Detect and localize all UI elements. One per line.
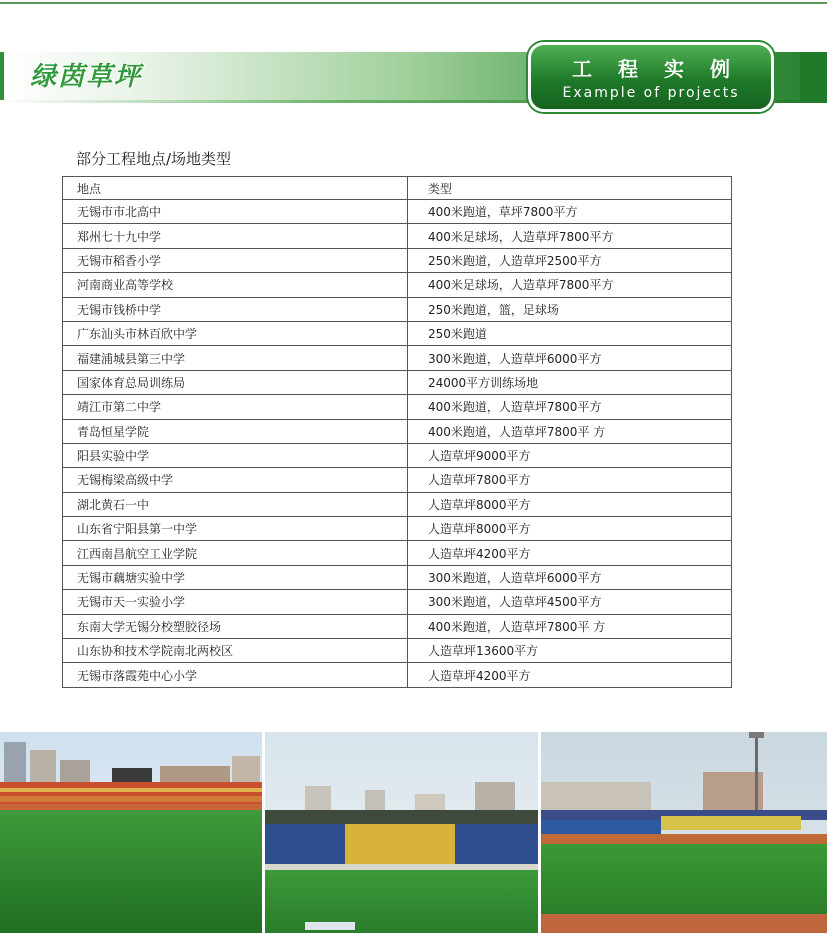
table-row (63, 419, 732, 443)
table-header-row (63, 177, 732, 200)
location-cell: 靖江市第二中学 (63, 395, 408, 419)
location-cell: 无锡梅梁高级中学 (63, 468, 408, 492)
table-row (63, 224, 732, 248)
type-cell: 人造草坪4200平方 (408, 541, 732, 565)
location-cell: 广东汕头市林百欣中学 (63, 321, 408, 345)
table-row (63, 565, 732, 589)
column-header-type: 类型 (408, 177, 732, 200)
type-cell: 400米足球场，人造草坪7800平方 (408, 224, 732, 248)
location-cell: 青岛恒星学院 (63, 419, 408, 443)
type-cell: 人造草坪8000平方 (408, 492, 732, 516)
table-row (63, 468, 732, 492)
table-row (63, 370, 732, 394)
location-cell: 阳县实验中学 (63, 443, 408, 467)
stadium-photo-2 (265, 732, 538, 933)
table-row (63, 590, 732, 614)
type-cell: 400米足球场，人造草坪7800平方 (408, 273, 732, 297)
type-cell: 250米跑道 (408, 321, 732, 345)
location-cell: 东南大学无锡分校塑胶径场 (63, 614, 408, 638)
table-row (63, 273, 732, 297)
table-row (63, 492, 732, 516)
table-row (63, 639, 732, 663)
table-row (63, 200, 732, 224)
banner-accent (0, 52, 4, 100)
type-cell: 300米跑道，人造草坪6000平方 (408, 565, 732, 589)
table-row (63, 614, 732, 638)
location-cell: 无锡市市北高中 (63, 200, 408, 224)
section-title: 部分工程地点/场地类型 (76, 150, 232, 168)
type-cell: 250米跑道，人造草坪2500平方 (408, 248, 732, 272)
location-cell: 福建浦城县第三中学 (63, 346, 408, 370)
projects-table (62, 176, 732, 688)
location-cell: 无锡市稻香小学 (63, 248, 408, 272)
location-cell: 山东协和技术学院南北两校区 (63, 639, 408, 663)
location-cell: 江西南昌航空工业学院 (63, 541, 408, 565)
type-cell: 24000平方训练场地 (408, 370, 732, 394)
table-row (63, 321, 732, 345)
type-cell: 400米跑道，草坪7800平方 (408, 200, 732, 224)
location-cell: 无锡市落霞苑中心小学 (63, 663, 408, 687)
column-header-location: 地点 (63, 177, 408, 200)
table-row (63, 395, 732, 419)
location-cell: 郑州七十九中学 (63, 224, 408, 248)
brand-title: 绿茵草坪 (30, 62, 143, 92)
location-cell: 河南商业高等学校 (63, 273, 408, 297)
table-row (63, 346, 732, 370)
type-cell: 300米跑道，人造草坪6000平方 (408, 346, 732, 370)
type-cell: 人造草坪9000平方 (408, 443, 732, 467)
table-row (63, 248, 732, 272)
type-cell: 250米跑道，篮，足球场 (408, 297, 732, 321)
type-cell: 400米跑道，人造草坪7800平 方 (408, 419, 732, 443)
table-row (63, 541, 732, 565)
type-cell: 400米跑道，人造草坪7800平方 (408, 395, 732, 419)
badge-title-en: Example of projects (562, 85, 740, 101)
type-cell: 人造草坪8000平方 (408, 517, 732, 541)
badge-title-cn: 工程实例 (572, 57, 756, 81)
stadium-photo-3 (541, 732, 827, 933)
top-rule (0, 2, 827, 4)
table-row (63, 517, 732, 541)
stadium-photo-1 (0, 732, 262, 933)
type-cell: 人造草坪4200平方 (408, 663, 732, 687)
location-cell: 无锡市天一实验小学 (63, 590, 408, 614)
type-cell: 人造草坪13600平方 (408, 639, 732, 663)
location-cell: 国家体育总局训练局 (63, 370, 408, 394)
table-row (63, 297, 732, 321)
type-cell: 400米跑道，人造草坪7800平 方 (408, 614, 732, 638)
banner-right-tab (800, 52, 827, 100)
type-cell: 人造草坪7800平方 (408, 468, 732, 492)
table-row (63, 663, 732, 687)
location-cell: 山东省宁阳县第一中学 (63, 517, 408, 541)
location-cell: 湖北黄石一中 (63, 492, 408, 516)
location-cell: 无锡市藕塘实验中学 (63, 565, 408, 589)
section-badge (528, 42, 774, 112)
type-cell: 300米跑道，人造草坪4500平方 (408, 590, 732, 614)
location-cell: 无锡市钱桥中学 (63, 297, 408, 321)
table-row (63, 443, 732, 467)
